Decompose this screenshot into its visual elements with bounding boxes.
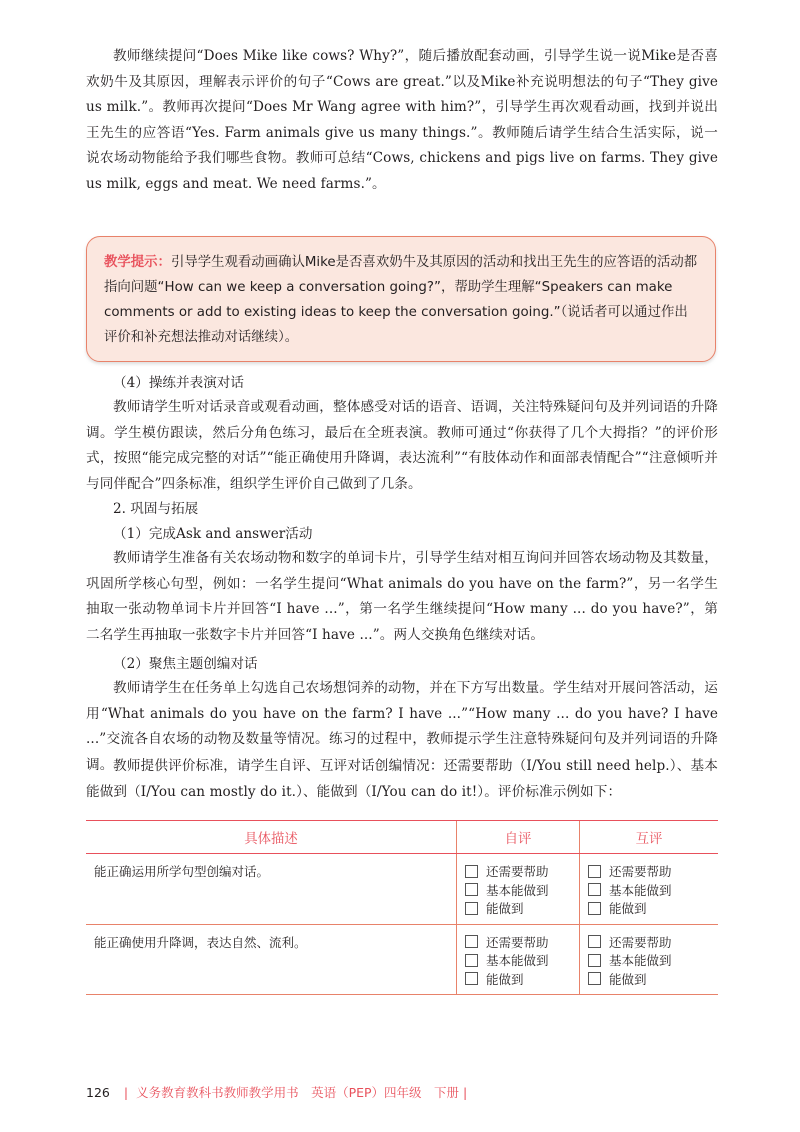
option-label: 还需要帮助 [609,934,672,950]
option-still-need-help[interactable] [465,862,571,881]
row-description: 能正确使用升降调，表达自然、流利。 [86,924,457,995]
option-label: 基本能做到 [486,953,549,969]
option-mostly-can[interactable] [588,881,710,900]
teaching-tip-text [104,250,700,350]
option-label: 基本能做到 [609,953,672,969]
table-header-row [86,821,718,854]
paragraph-create-dialogue: 教师请学生在任务单上勾选自己农场想饲养的动物，并在下方写出数量。学生结对开展问答活动，运用“What animals do you have on the farm? I have ...”“How many ... do you have? I have ...”交流各自农场的动物及数量等情况。练习的过程中，教师提示学生注意特殊疑问句及并列词语的升降调。 [86,680,718,773]
footer-end-separator: | [463,1085,468,1100]
checkbox[interactable] [465,902,478,915]
option-label: 能做到 [609,901,647,917]
option-label: 还需要帮助 [609,864,672,880]
option-label: 还需要帮助 [486,934,549,950]
peer-eval-options [580,924,719,995]
checkbox[interactable] [588,954,601,967]
heading-create-dialogue: （2）聚焦主题创编对话 [113,656,258,672]
header-peer-eval: 互评 [580,821,719,854]
header-self-eval: 自评 [457,821,580,854]
page-footer [86,1083,467,1101]
checkbox[interactable] [588,865,601,878]
table-row [86,854,718,925]
option-can-do[interactable] [588,899,710,918]
option-label: 能做到 [486,971,524,987]
heading-ask-answer: （1）完成Ask and answer活动 [113,526,313,542]
checkbox[interactable] [465,935,478,948]
row-description: 能正确运用所学句型创编对话。 [86,854,457,925]
book-title: 义务教育教科书教师教学用书 英语（PEP）四年级 下册 [136,1085,460,1100]
checkbox[interactable] [465,954,478,967]
self-eval-options [457,924,580,995]
checkbox[interactable] [465,865,478,878]
checkbox[interactable] [588,935,601,948]
option-mostly-can[interactable] [465,951,571,970]
option-label: 基本能做到 [486,882,549,898]
option-can-do[interactable] [588,970,710,989]
option-mostly-can[interactable] [465,881,571,900]
paragraph-intro: 教师继续提问“Does Mike like cows? Why?”，随后播放配套动画，引导学生说一说Mike是否喜欢奶牛及其原因，理解表示评价的句子“Cows are great.”以及Mike补充说明想法的句子“They give us milk.”。教师再次提问“Does Mr Wang agree with him?”，引导学生再次观看动画，找到并说出王先生的应答语“Yes. Farm animals give us many things.”。教师随后请学生结合生活实际，说一说农场动物能给予我们哪些食物。教师可总结“Cows, chickens and pigs live on farms. They give us milk, eggs and meat. We need farms.”。 [86,48,718,192]
option-can-do[interactable] [465,899,571,918]
teaching-tip-label: 教学提示： [104,255,171,270]
checkbox[interactable] [465,883,478,896]
page-number: 126 [86,1085,110,1100]
option-label: 基本能做到 [609,882,672,898]
evaluation-table [86,820,718,995]
option-still-need-help[interactable] [588,862,710,881]
paragraph-evaluation: 教师提供评价标准，请学生自评、互评对话创编情况：还需要帮助（I/You still need help.）、基本能做到（I/You can mostly do it.）、能做到（I/You can do it!）。评价标准示例如下： [86,758,718,800]
self-eval-options [457,854,580,925]
paragraph-ask-answer: 教师请学生准备有关农场动物和数字的单词卡片，引导学生结对相互询问并回答农场动物及其数量，巩固所学核心句型，例如：一名学生提问“What animals do you have on the farm?”，另一名学生抽取一张动物单词卡片并回答“I have ...”，第一名学生继续提问“How many ... do you have?”，第二名学生再抽取一张数字卡片并回答“I have ...”。两人交换角色继续对话。 [86,550,718,643]
checkbox[interactable] [588,972,601,985]
heading-practice-dialogue: （4）操练并表演对话 [113,375,244,391]
paragraph-practice: 教师请学生听对话录音或观看动画，整体感受对话的语音、语调，关注特殊疑问句及并列词语的升降调。学生模仿跟读，然后分角色练习，最后在全班表演。教师可通过“你获得了几个大拇指？”的评价形式，按照“能完成完整的对话”“能正确使用升降调，表达流利”“有肢体动作和面部表情配合”“注意倾听并与同伴配合”四条标准，组织学生评价自己做到了几条。 [86,399,718,492]
footer-separator: | [123,1085,129,1100]
checkbox[interactable] [465,972,478,985]
teaching-tip-body: 引导学生观看动画确认Mike是否喜欢奶牛及其原因的活动和找出王先生的应答语的活动都指向问题“How can we keep a conversation going?”，帮助学生理解“Speakers can make comments or add to existing ideas to keep the conversation going.”（说话者可以通过作出评价和补充想法推动对话继续）。 [104,255,698,345]
option-label: 还需要帮助 [486,864,549,880]
option-label: 能做到 [486,901,524,917]
option-can-do[interactable] [465,970,571,989]
table-row [86,924,718,995]
heading-consolidate: 2. 巩固与拓展 [113,501,199,517]
option-mostly-can[interactable] [588,951,710,970]
option-label: 能做到 [609,971,647,987]
option-still-need-help[interactable] [465,933,571,952]
checkbox[interactable] [588,902,601,915]
checkbox[interactable] [588,883,601,896]
option-still-need-help[interactable] [588,933,710,952]
peer-eval-options [580,854,719,925]
header-description: 具体描述 [86,821,457,854]
